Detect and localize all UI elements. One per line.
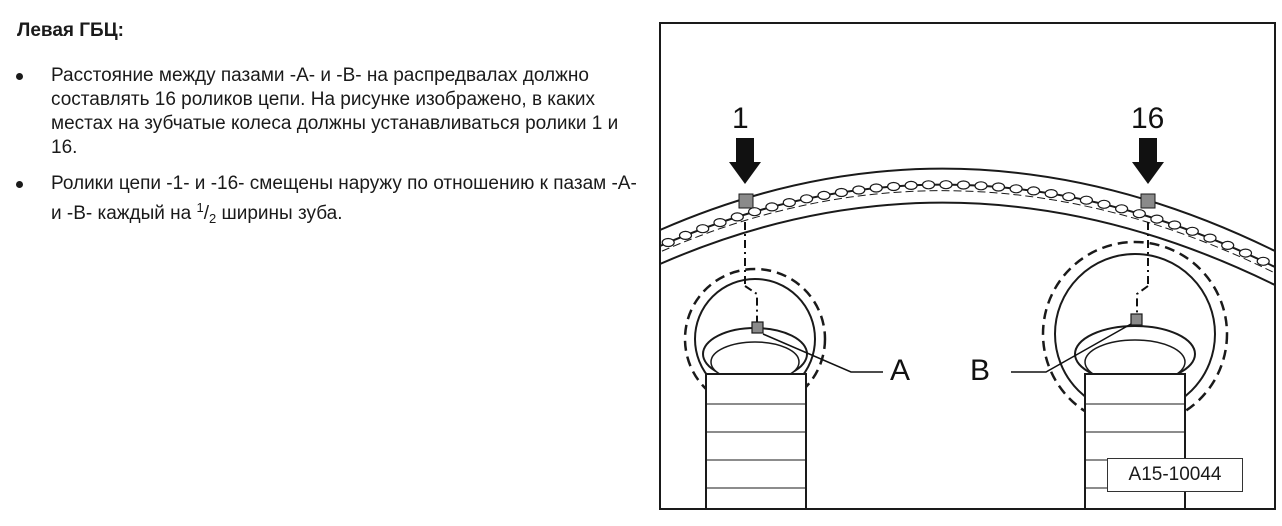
- chain-roller: [766, 203, 778, 211]
- chain-roller: [888, 183, 900, 191]
- chain-roller: [940, 181, 952, 189]
- bullet-icon: [16, 181, 23, 188]
- groove-a-label: A: [890, 354, 911, 387]
- fraction-slash: /: [203, 203, 209, 224]
- list-item: [14, 64, 639, 160]
- fraction: [196, 200, 217, 226]
- chain-roller: [1186, 227, 1198, 235]
- roller-16-label: 16: [1131, 102, 1165, 135]
- chain-roller: [870, 184, 882, 192]
- roller-16-marker: [1141, 194, 1155, 208]
- roller-1-marker: [739, 194, 753, 208]
- chain-roller: [1080, 196, 1092, 204]
- chain-roller: [714, 219, 726, 227]
- chain-roller: [1045, 190, 1057, 198]
- roller-1-arrow-icon: [729, 138, 761, 184]
- chain-roller: [783, 199, 795, 207]
- chain-roller: [958, 181, 970, 189]
- chain-roller: [1133, 210, 1145, 218]
- chain-roller: [975, 182, 987, 190]
- groove-a-marker: [752, 322, 763, 333]
- list-item: [14, 172, 639, 231]
- chain-roller: [1151, 215, 1163, 223]
- chain-roller: [1257, 257, 1269, 265]
- list-item-text-after: ширины зуба.: [216, 203, 343, 224]
- chain-roller: [853, 186, 865, 194]
- figure-id-label: A15-10044: [1107, 458, 1243, 492]
- chain-roller: [1169, 221, 1181, 229]
- chain-roller: [1116, 205, 1128, 213]
- chain-roller: [923, 181, 935, 189]
- instruction-list: [14, 64, 639, 243]
- chain-roller: [1240, 249, 1252, 257]
- chain-roller: [731, 213, 743, 221]
- chain-roller: [680, 231, 692, 239]
- bullet-icon: [16, 73, 23, 80]
- chain-roller: [818, 191, 830, 199]
- groove-b-marker: [1131, 314, 1142, 325]
- list-item-text-before: Ролики цепи -1- и -16- смещены наружу по отношению к пазам -A- и -B- каждый на: [51, 173, 637, 224]
- groove-b-label: B: [970, 354, 991, 387]
- chain-roller: [905, 181, 917, 189]
- chain-roller: [1098, 200, 1110, 208]
- timing-chain-figure: [659, 22, 1276, 510]
- chain-sprocket-drawing: [661, 24, 1274, 508]
- section-heading: Левая ГБЦ:: [17, 20, 124, 41]
- roller-16-arrow-icon: [1132, 138, 1164, 184]
- chain-roller: [801, 195, 813, 203]
- chain-roller: [1204, 234, 1216, 242]
- left-camshaft: [706, 374, 806, 508]
- roller-1-label: 1: [732, 102, 749, 135]
- chain-roller: [1222, 241, 1234, 249]
- chain-roller: [1010, 185, 1022, 193]
- chain-roller: [1028, 187, 1040, 195]
- chain-roller: [662, 239, 674, 247]
- fraction-denominator: 2: [209, 211, 217, 226]
- fraction-numerator: 1: [196, 200, 204, 215]
- chain-roller: [835, 189, 847, 197]
- chain-roller: [1063, 193, 1075, 201]
- chain-roller: [697, 225, 709, 233]
- chain-roller: [993, 183, 1005, 191]
- list-item-text: Расстояние между пазами -A- и -B- на распредвалах должно составлять 16 роликов цепи. На рисунке изображено, в каких местах на зубчатые колеса должны устанавливаться ролики 1 и 16.: [51, 65, 619, 158]
- chain-roller: [749, 208, 761, 216]
